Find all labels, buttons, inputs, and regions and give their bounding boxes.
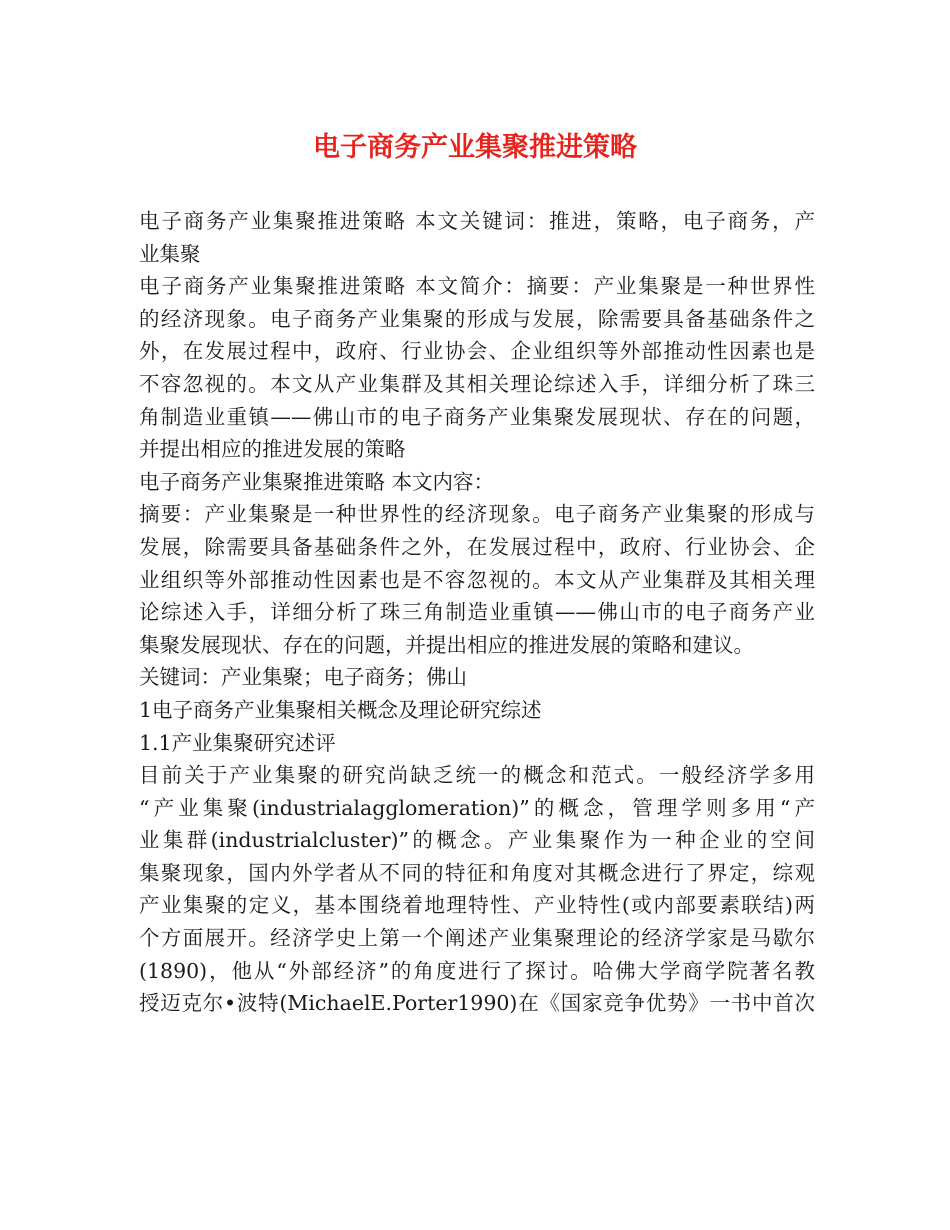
body-line: (1890)，他从“外部经济”的角度进行了探讨。哈佛大学商学院著名教	[139, 958, 815, 983]
body-line: 业集聚	[139, 241, 201, 266]
body-line: 电子商务产业集聚推进策略 本文关键词：推进，策略，电子商务，产	[139, 209, 815, 233]
body-line: 摘要：产业集聚是一种世界性的经济现象。电子商务产业集聚的形成与	[139, 502, 815, 527]
body-line: 外，在发展过程中，政府、行业协会、企业组织等外部推动性因素也是	[139, 339, 815, 364]
body-line: 授迈克尔•波特(MichaelE.Porter1990)在《国家竞争优势》一书中首次	[139, 991, 815, 1016]
body-line: 关键词：产业集聚；电子商务；佛山	[139, 665, 467, 690]
document-body	[139, 205, 815, 1020]
body-line: 电子商务产业集聚推进策略 本文内容：	[139, 469, 495, 494]
body-line: 论综述入手，详细分析了珠三角制造业重镇——佛山市的电子商务产业	[139, 600, 815, 625]
body-line: 目前关于产业集聚的研究尚缺乏统一的概念和范式。一般经济学多用	[139, 763, 815, 788]
body-line: 产业集聚的定义，基本围绕着地理特性、产业特性(或内部要素联结)两	[139, 893, 815, 918]
body-line: “产业集聚(industrialagglomeration)”的概念，管理学则多用“产	[139, 795, 815, 820]
body-line: 1.1产业集聚研究述评	[139, 730, 336, 755]
body-line: 1电子商务产业集聚相关概念及理论研究综述	[139, 697, 542, 722]
document-title: 电子商务产业集聚推进策略	[313, 132, 637, 163]
body-line: 的经济现象。电子商务产业集聚的形成与发展，除需要具备基础条件之	[139, 306, 815, 331]
body-line: 集聚现象，国内外学者从不同的特征和角度对其概念进行了界定，综观	[139, 860, 815, 885]
body-line: 业组织等外部推动性因素也是不容忽视的。本文从产业集群及其相关理	[139, 567, 815, 592]
body-line: 业集群(industrialcluster)”的概念。产业集聚作为一种企业的空间	[139, 828, 815, 853]
body-line: 角制造业重镇——佛山市的电子商务产业集聚发展现状、存在的问题，	[139, 404, 815, 429]
body-line: 不容忽视的。本文从产业集群及其相关理论综述入手，详细分析了珠三	[139, 371, 815, 396]
body-line: 并提出相应的推进发展的策略	[139, 437, 406, 462]
body-line: 发展，除需要具备基础条件之外，在发展过程中，政府、行业协会、企	[139, 534, 815, 559]
body-line: 个方面展开。经济学史上第一个阐述产业集聚理论的经济学家是马歇尔	[139, 926, 815, 951]
body-line: 电子商务产业集聚推进策略 本文简介：摘要：产业集聚是一种世界性	[139, 274, 815, 299]
body-line: 集聚发展现状、存在的问题，并提出相应的推进发展的策略和建议。	[139, 632, 754, 657]
